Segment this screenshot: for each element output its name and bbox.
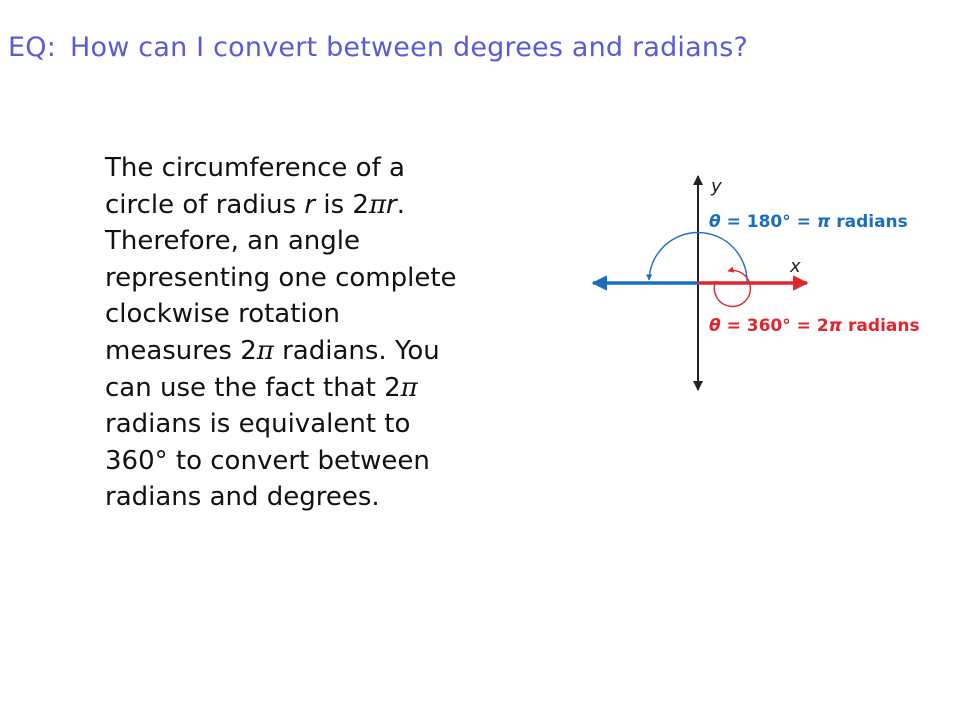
pi-symbol: π <box>256 335 274 366</box>
radius-variable: r <box>304 189 316 220</box>
paragraph-line: radians is equivalent to <box>105 409 411 440</box>
eq-question: How can I convert between degrees and radians? <box>70 32 748 63</box>
paragraph-line: circle of radius r is 2πr. <box>105 189 405 220</box>
explanation-paragraph <box>105 150 555 516</box>
pi-symbol: π <box>368 189 387 220</box>
paragraph-line: can use the fact that 2π <box>105 372 418 403</box>
pi-symbol: π <box>400 372 418 403</box>
essential-question <box>8 32 748 63</box>
half-turn-label: θ = 180° = π radians <box>709 212 908 232</box>
x-axis-label: x <box>790 256 801 277</box>
y-axis-label: y <box>711 176 722 197</box>
paragraph-line: measures 2π radians. You <box>105 335 440 366</box>
rotation-diagram <box>585 168 950 398</box>
full-turn-arc <box>714 270 750 306</box>
paragraph-line: Therefore, an angle <box>105 226 360 257</box>
paragraph-line: radians and degrees. <box>105 482 380 513</box>
paragraph-line: clockwise rotation <box>105 299 341 330</box>
paragraph-line: The circumference of a <box>105 153 405 183</box>
full-turn-label: θ = 360° = 2π radians <box>709 316 920 336</box>
eq-prefix: EQ: <box>8 32 57 63</box>
radius-variable: r <box>386 189 397 220</box>
paragraph-line: representing one complete <box>105 262 457 293</box>
paragraph-line: 360° to convert between <box>105 445 430 476</box>
